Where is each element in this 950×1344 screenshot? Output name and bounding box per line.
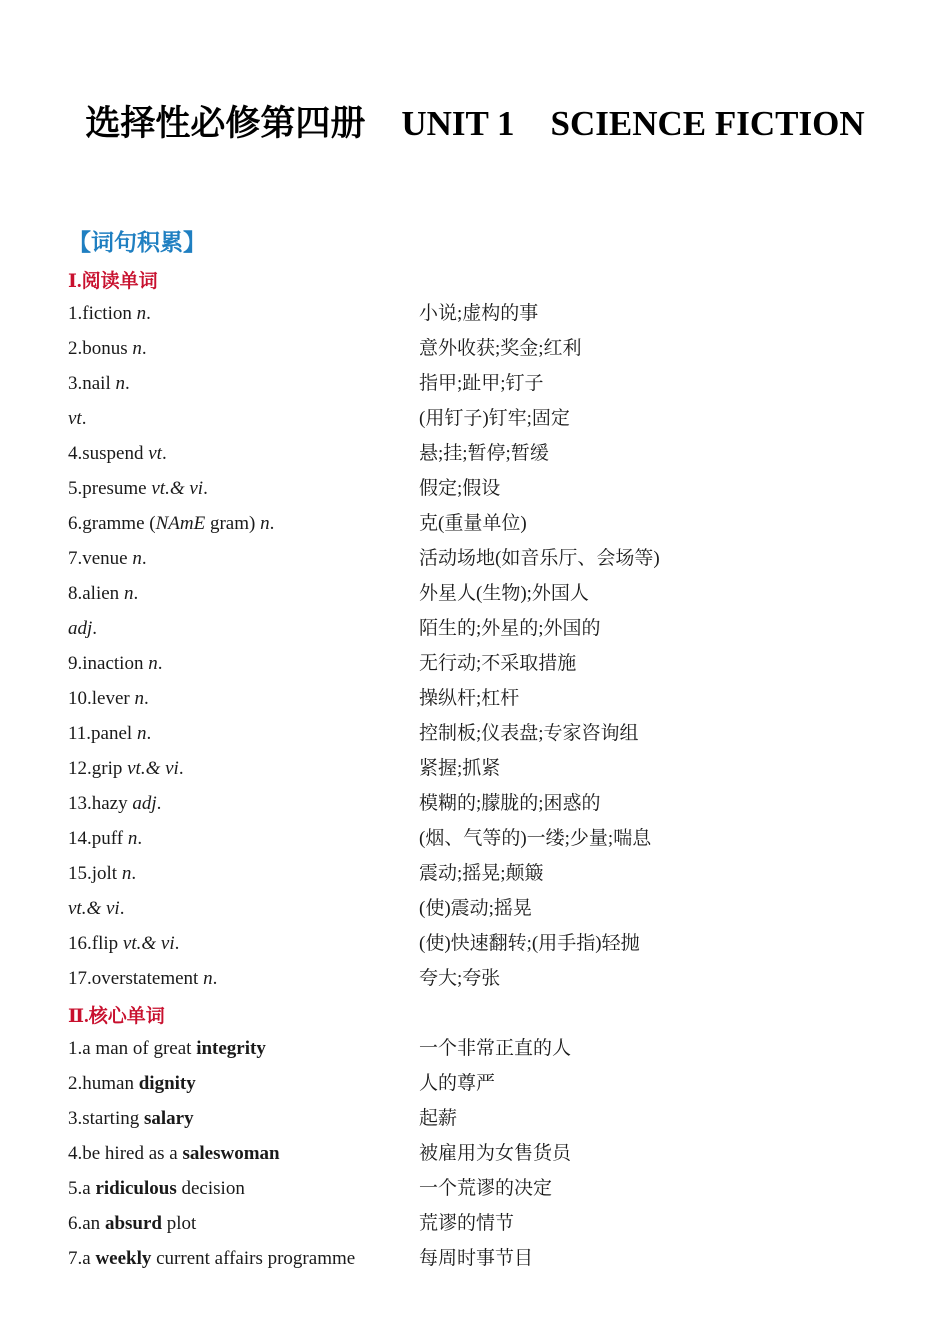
vocab-row <box>68 652 888 687</box>
vocab-row <box>68 827 888 862</box>
vocab-term: 7.venue n. <box>68 548 147 569</box>
vocab-meaning: 悬;挂;暂停;暂缓 <box>419 443 549 464</box>
section-heading: 【词句积累】 <box>68 230 206 255</box>
phrase-row <box>68 1212 888 1247</box>
vocab-meaning: 操纵杆;杠杆 <box>419 688 520 709</box>
vocab-row <box>68 897 888 932</box>
phrase-row <box>68 1247 888 1282</box>
phrase-meaning: 一个荒谬的决定 <box>419 1178 553 1199</box>
vocab-meaning: 活动场地(如音乐厅、会场等) <box>419 548 660 569</box>
vocab-term: 12.grip vt.& vi. <box>68 758 184 779</box>
vocab-row <box>68 687 888 722</box>
phrase-row <box>68 1142 888 1177</box>
vocab-term: 4.suspend vt. <box>68 443 167 464</box>
vocab-meaning: 震动;摇晃;颠簸 <box>419 863 544 884</box>
title-cn: 选择性必修第四册 <box>85 104 366 143</box>
phrase-term: 7.a weekly current affairs programme <box>68 1248 356 1269</box>
vocab-meaning: 外星人(生物);外国人 <box>419 583 589 604</box>
vocab-term: 9.inaction n. <box>68 653 163 674</box>
title-unit: UNIT 1 <box>401 104 515 143</box>
phrase-row <box>68 1177 888 1212</box>
vocab-meaning: 夸大;夸张 <box>419 968 501 989</box>
vocab-term: vt.& vi. <box>68 898 125 919</box>
vocab-term: 5.presume vt.& vi. <box>68 478 208 499</box>
vocab-meaning: (烟、气等的)一缕;少量;喘息 <box>419 828 652 849</box>
vocab-term: adj. <box>68 618 98 639</box>
phrase-meaning: 每周时事节目 <box>419 1248 534 1269</box>
vocab-row <box>68 967 888 1002</box>
vocab-row <box>68 337 888 372</box>
vocab-row <box>68 512 888 547</box>
vocab-term: 13.hazy adj. <box>68 793 162 814</box>
phrase-meaning: 被雇用为女售货员 <box>419 1143 572 1164</box>
vocab-term: 3.nail n. <box>68 373 130 394</box>
vocab-row <box>68 547 888 582</box>
vocab-term: 1.fiction n. <box>68 303 151 324</box>
vocab-row <box>68 792 888 827</box>
phrase-term: 3.starting salary <box>68 1108 194 1129</box>
vocab-row <box>68 407 888 442</box>
title-topic: SCIENCE FICTION <box>550 104 865 143</box>
vocab-meaning: (使)震动;摇晃 <box>419 898 532 919</box>
phrase-row <box>68 1037 888 1072</box>
vocab-term: 14.puff n. <box>68 828 143 849</box>
vocab-row <box>68 477 888 512</box>
vocab-meaning: 指甲;趾甲;钉子 <box>419 373 544 394</box>
phrase-term: 2.human dignity <box>68 1073 196 1094</box>
vocab-term: 17.overstatement n. <box>68 968 218 989</box>
vocab-meaning: 小说;虚构的事 <box>419 303 539 324</box>
vocab-term: 11.panel n. <box>68 723 152 744</box>
vocab-term: 16.flip vt.& vi. <box>68 933 180 954</box>
vocab-meaning: 控制板;仪表盘;专家咨询组 <box>419 723 639 744</box>
vocab-row <box>68 302 888 337</box>
vocab-meaning: (用钉子)钉牢;固定 <box>419 408 570 429</box>
page-title <box>0 96 950 146</box>
vocab-meaning: 意外收获;奖金;红利 <box>419 338 582 359</box>
vocab-term: 15.jolt n. <box>68 863 137 884</box>
phrase-term: 1.a man of great integrity <box>68 1038 266 1059</box>
part2-heading: Ⅱ.核心单词 <box>68 1006 165 1027</box>
phrase-meaning: 一个非常正直的人 <box>419 1038 572 1059</box>
phrase-row <box>68 1107 888 1142</box>
vocab-row <box>68 862 888 897</box>
phrase-row <box>68 1072 888 1107</box>
vocab-term: 2.bonus n. <box>68 338 147 359</box>
vocab-term: 10.lever n. <box>68 688 149 709</box>
vocab-meaning: 紧握;抓紧 <box>419 758 501 779</box>
vocab-row <box>68 372 888 407</box>
phrase-term: 4.be hired as a saleswoman <box>68 1143 280 1164</box>
vocab-term: vt. <box>68 408 87 429</box>
vocab-row <box>68 757 888 792</box>
vocab-row <box>68 442 888 477</box>
vocab-meaning: 陌生的;外星的;外国的 <box>419 618 601 639</box>
phrase-meaning: 荒谬的情节 <box>419 1213 515 1234</box>
vocab-meaning: 假定;假设 <box>419 478 501 499</box>
phrase-meaning: 起薪 <box>419 1108 458 1129</box>
vocab-term: 8.alien n. <box>68 583 139 604</box>
phrase-term: 6.an absurd plot <box>68 1213 197 1234</box>
vocab-row <box>68 932 888 967</box>
vocab-row <box>68 582 888 617</box>
vocab-meaning: 克(重量单位) <box>419 513 527 534</box>
vocab-row <box>68 722 888 757</box>
vocab-meaning: 无行动;不采取措施 <box>419 653 577 674</box>
vocab-meaning: (使)快速翻转;(用手指)轻抛 <box>419 933 640 954</box>
vocab-meaning: 模糊的;朦胧的;困惑的 <box>419 793 601 814</box>
part1-heading: Ⅰ.阅读单词 <box>68 271 158 292</box>
vocab-term: 6.gramme (NAmE gram) n. <box>68 513 275 534</box>
vocab-row <box>68 617 888 652</box>
phrase-term: 5.a ridiculous decision <box>68 1178 245 1199</box>
phrase-meaning: 人的尊严 <box>419 1073 496 1094</box>
